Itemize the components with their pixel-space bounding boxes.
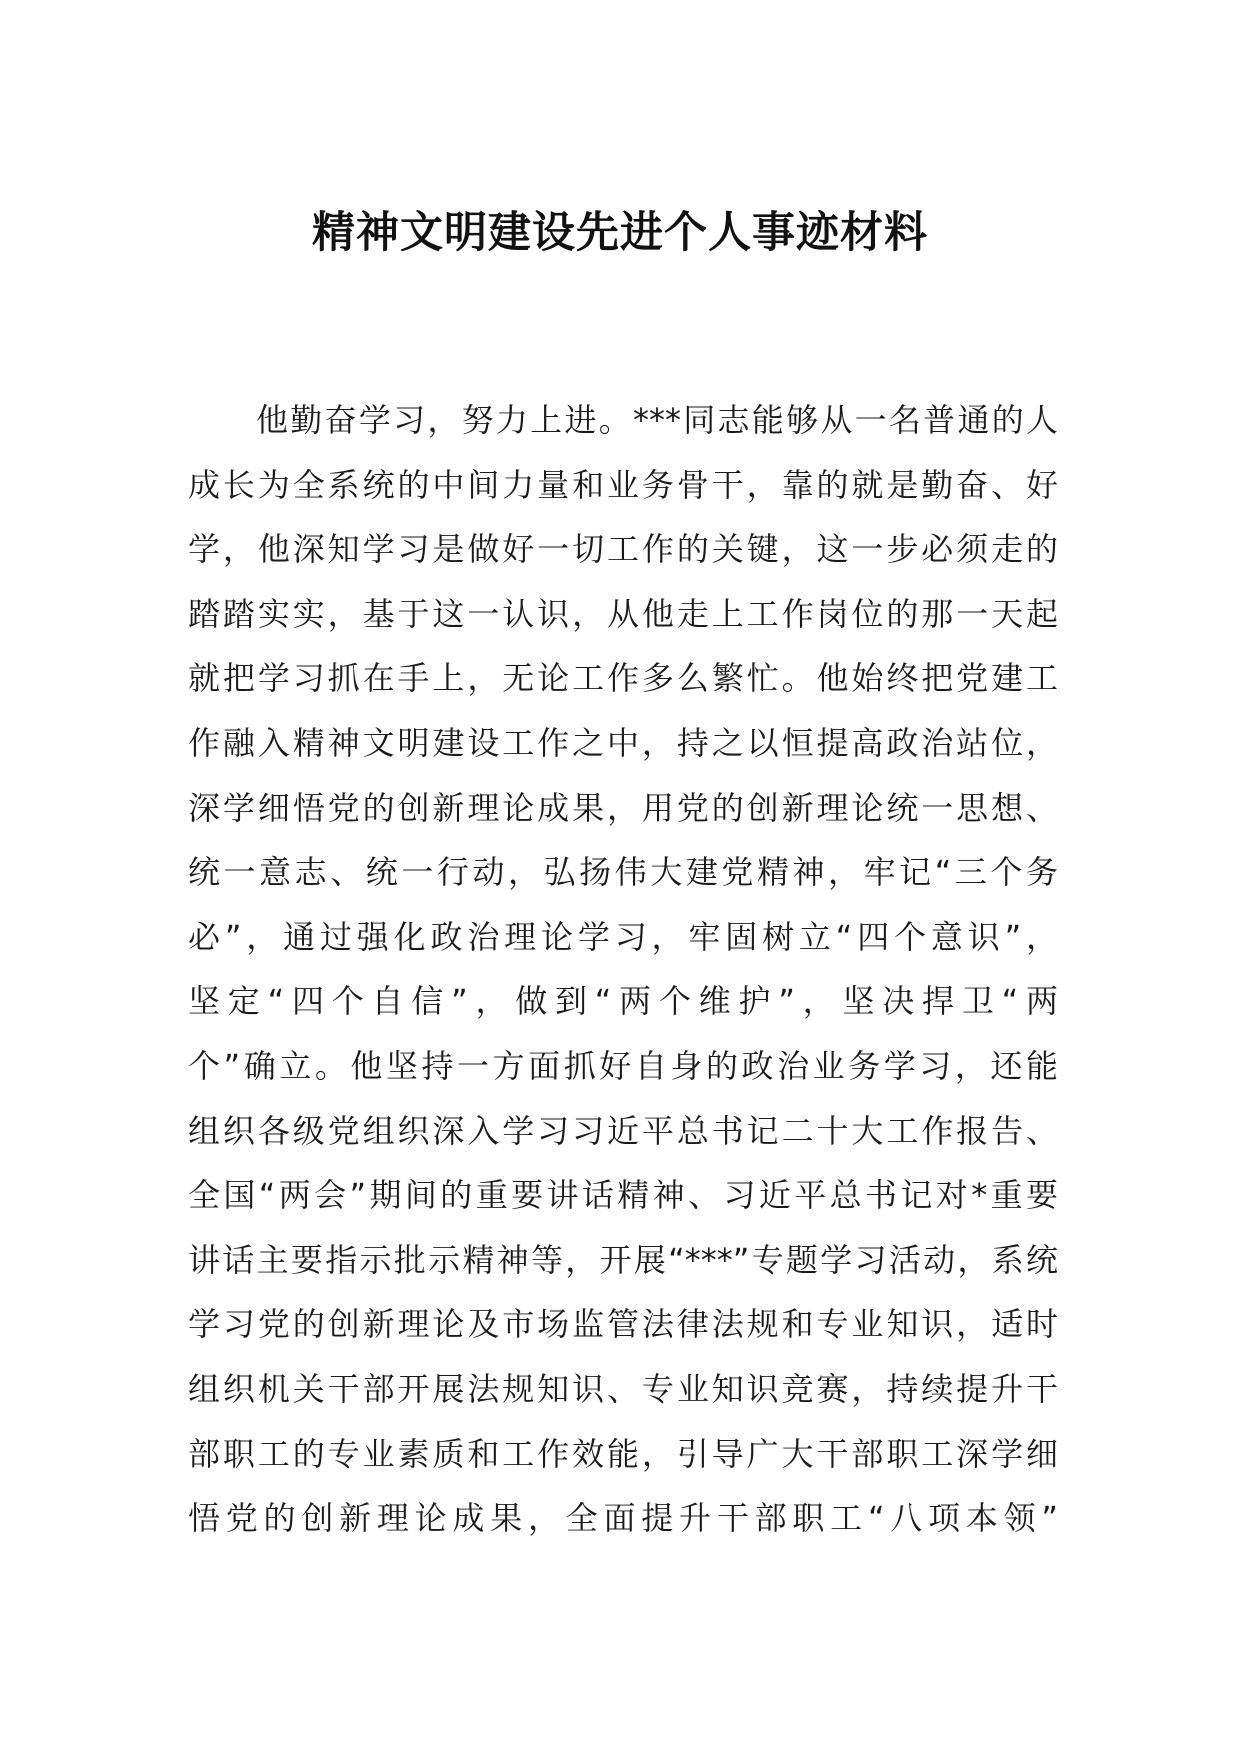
body-line: 组织各级党组织深入学习习近平总书记二十大工作报告、	[188, 1111, 1058, 1150]
document-body	[188, 388, 1058, 1551]
body-line: 全国“两会”期间的重要讲话精神、习近平总书记对*重要	[188, 1176, 1058, 1215]
body-line: 统一意志、统一行动，弘扬伟大建党精神，牢记“三个务	[188, 853, 1058, 892]
body-line: 组织机关干部开展法规知识、专业知识竞赛，持续提升干	[188, 1369, 1058, 1408]
body-line: 他勤奋学习，努力上进。***同志能够从一名普通的人	[256, 401, 1058, 439]
body-line: 学，他深知学习是做好一切工作的关键，这一步必须走的	[188, 530, 1058, 569]
body-line: 作融入精神文明建设工作之中，持之以恒提高政治站位，	[188, 723, 1058, 762]
body-line: 就把学习抓在手上，无论工作多么繁忙。他始终把党建工	[188, 659, 1058, 698]
document-title: 精神文明建设先进个人事迹材料	[312, 208, 928, 258]
body-line: 成长为全系统的中间力量和业务骨干，靠的就是勤奋、好	[188, 465, 1058, 504]
body-line: 必”，通过强化政治理论学习，牢固树立“四个意识”，	[188, 917, 1058, 956]
body-line: 学习党的创新理论及市场监管法律法规和专业知识，适时	[188, 1305, 1058, 1344]
body-line: 踏踏实实，基于这一认识，从他走上工作岗位的那一天起	[188, 594, 1058, 633]
body-line: 悟党的创新理论成果，全面提升干部职工“八项本领”	[188, 1499, 1058, 1538]
body-line: 个”确立。他坚持一方面抓好自身的政治业务学习，还能	[188, 1046, 1058, 1085]
body-line: 深学细悟党的创新理论成果，用党的创新理论统一思想、	[188, 788, 1058, 827]
body-line: 部职工的专业素质和工作效能，引导广大干部职工深学细	[188, 1434, 1058, 1473]
body-line: 讲话主要指示批示精神等，开展“***”专题学习活动，系统	[188, 1240, 1058, 1279]
body-line: 坚定“四个自信”，做到“两个维护”，坚决捍卫“两	[188, 982, 1058, 1021]
